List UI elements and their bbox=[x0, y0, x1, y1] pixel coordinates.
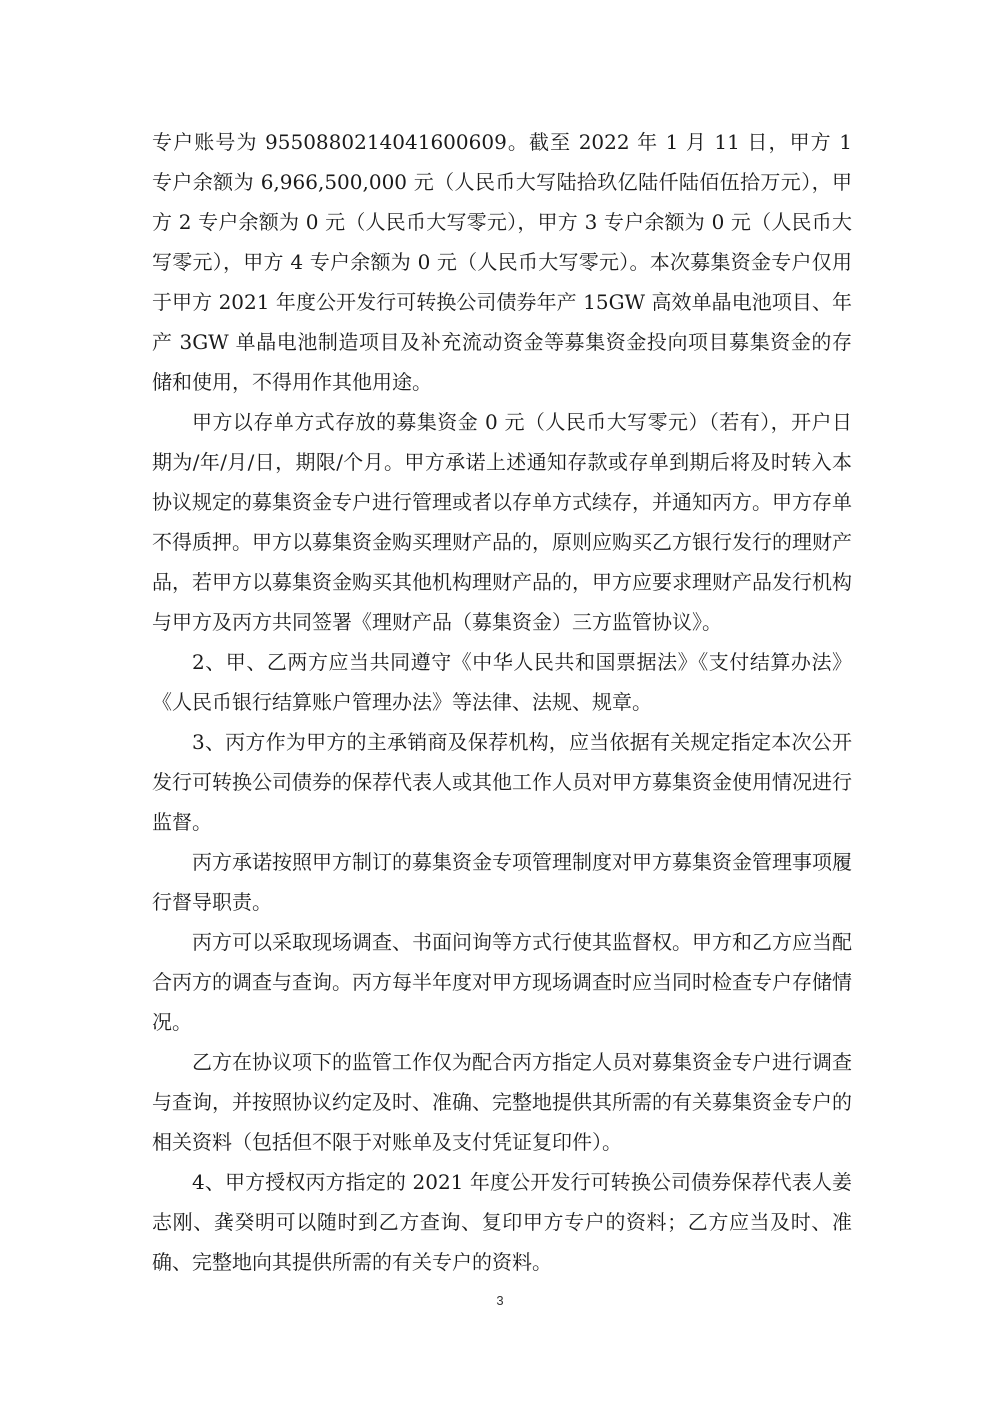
paragraph-clause-3: 3、丙方作为甲方的主承销商及保荐机构，应当依据有关规定指定本次公开发行可转换公司债券的保荐代表人或其他工作人员对甲方募集资金使用情况进行监督。 bbox=[152, 730, 852, 834]
paragraph-bank-cooperation: 乙方在协议项下的监管工作仅为配合丙方指定人员对募集资金专户进行调查与查询，并按照协议约定及时、准确、完整地提供其所需的有关募集资金专户的相关资料（包括但不限于对账单及支付凭证复印件）。 bbox=[152, 1050, 852, 1154]
paragraph-supervision-duty: 丙方承诺按照甲方制订的募集资金专项管理制度对甲方募集资金管理事项履行督导职责。 bbox=[152, 850, 852, 914]
paragraph-account-balances: 专户账号为 9550880214041600609。截至 2022 年 1 月 11 日，甲方 1 专户余额为 6,966,500,000 元（人民币大写陆拾玖亿陆仟陆佰伍拾万元），甲方 2 专户余额为 0 元（人民币大写零元），甲方 3 专户余额为 0 元（人民币大写零元），甲方 4 专户余额为 0 元（人民币大写零元）。本次募集资金专户仅用于甲方 2021 年度公开发行可转换公司债券年产 15GW 高效单晶电池项目、年产 3GW 单晶电池制造项目及补充流动资金等募集资金投向项目募集资金的存储和使用，不得用作其他用途。 bbox=[152, 130, 852, 394]
page-number: 3 bbox=[496, 1293, 504, 1308]
paragraph-clause-4: 4、甲方授权丙方指定的 2021 年度公开发行可转换公司债券保荐代表人姜志刚、龚癸明可以随时到乙方查询、复印甲方专户的资料；乙方应当及时、准确、完整地向其提供所需的有关专户的资料。 bbox=[152, 1170, 852, 1274]
paragraph-deposit-certificates: 甲方以存单方式存放的募集资金 0 元（人民币大写零元）（若有），开户日期为/年/月/日，期限/个月。甲方承诺上述通知存款或存单到期后将及时转入本协议规定的募集资金专户进行管理或者以存单方式续存，并通知丙方。甲方存单不得质押。甲方以募集资金购买理财产品的，原则应购买乙方银行发行的理财产品，若甲方以募集资金购买其他机构理财产品的，甲方应要求理财产品发行机构与甲方及丙方共同签署《理财产品（募集资金）三方监管协议》。 bbox=[152, 410, 852, 634]
document-body bbox=[152, 122, 852, 1282]
paragraph-supervision-methods: 丙方可以采取现场调查、书面问询等方式行使其监督权。甲方和乙方应当配合丙方的调查与查询。丙方每半年度对甲方现场调查时应当同时检查专户存储情况。 bbox=[152, 930, 852, 1034]
paragraph-clause-2: 2、甲、乙两方应当共同遵守《中华人民共和国票据法》《支付结算办法》《人民币银行结算账户管理办法》等法律、法规、规章。 bbox=[152, 650, 852, 714]
